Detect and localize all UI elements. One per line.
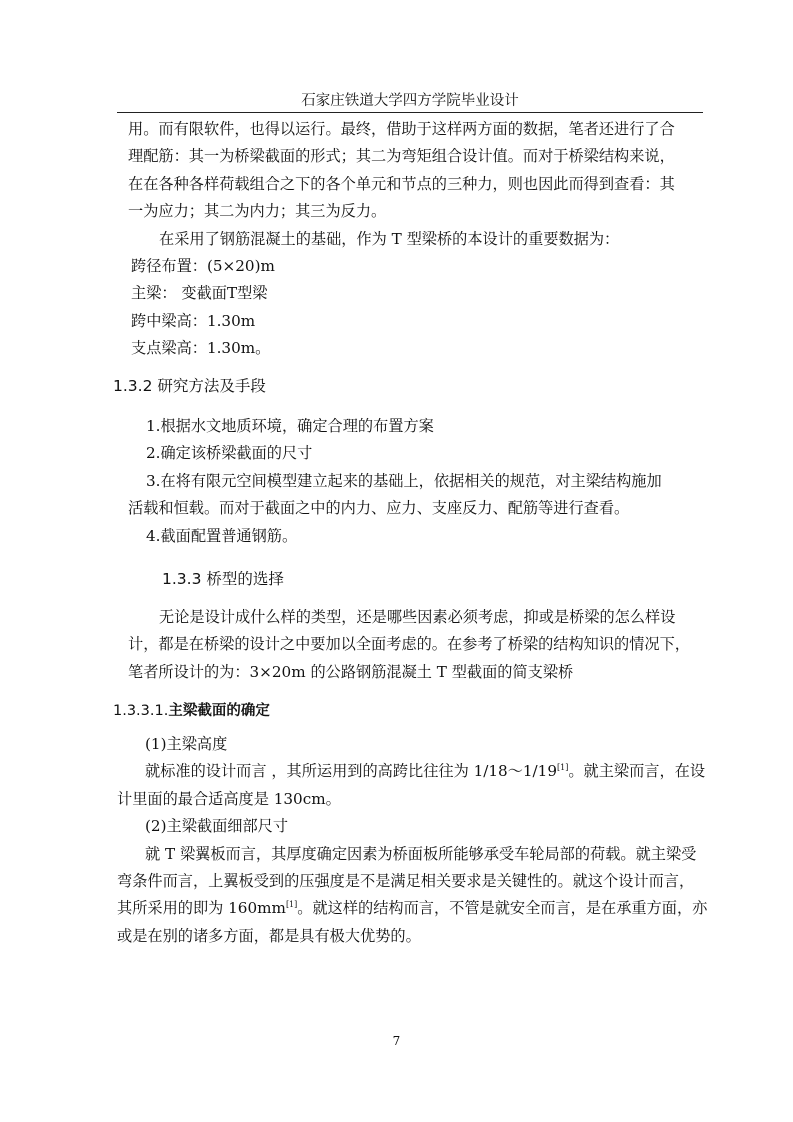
text-line: 弯条件而言，上翼板受到的压强度是不是满足相关要求是关键性的。就这个设计而言， bbox=[117, 872, 695, 891]
citation-ref: [1] bbox=[557, 763, 569, 773]
text-line bbox=[117, 758, 707, 785]
subheading-girder-height: (1)主梁高度 bbox=[145, 735, 228, 753]
text-fragment: 。就这样的结构而言，不管是就安全而言，是在承重方面，亦 bbox=[297, 899, 708, 918]
girder-section-content bbox=[117, 731, 707, 950]
data-item-span: 跨径布置：(5×20)m bbox=[131, 257, 275, 276]
text-line: 就 T 梁翼板而言，其厚度确定因素为桥面板所能够承受车轮局部的荷载。就主梁受 bbox=[145, 844, 697, 863]
section-number: 1.3.3.1. bbox=[113, 703, 169, 719]
subheading-detail-dimensions: (2)主梁截面细部尺寸 bbox=[145, 817, 289, 836]
method-list bbox=[128, 413, 736, 550]
data-item-girder: 主梁： 变截面T型梁 bbox=[131, 284, 268, 303]
text-fragment: 其所采用的即为 160mm bbox=[117, 899, 286, 918]
section-heading-1-3-3: 1.3.3 桥型的选择 bbox=[162, 570, 284, 588]
data-item-support-height: 支点梁高：1.30m。 bbox=[131, 339, 271, 358]
text-line: 笔者所设计的为：3×20m 的公路钢筋混凝土 T 型截面的简支梁桥 bbox=[128, 662, 574, 681]
list-item: 4.截面配置普通钢筋。 bbox=[146, 526, 298, 545]
list-item-continuation: 活载和恒载。而对于截面之中的内力、应力、支座反力、配筋等进行查看。 bbox=[128, 499, 630, 518]
data-item-midspan-height: 跨中梁高：1.30m bbox=[131, 311, 256, 330]
text-line: 用。而有限软件，也得以运行。最终，借助于这样两方面的数据，笔者还进行了合 bbox=[128, 120, 675, 138]
section-title: 主梁截面的确定 bbox=[168, 703, 270, 719]
section-heading-1-3-3-1 bbox=[113, 699, 270, 720]
list-item: 1.根据水文地质环境，确定合理的布置方案 bbox=[146, 417, 434, 435]
text-fragment: 就标准的设计而言 ，其所运用到的高跨比往往为 1/18～1/19 bbox=[145, 762, 557, 781]
section-heading-1-3-2: 1.3.2 研究方法及手段 bbox=[113, 377, 266, 395]
paragraph-analysis bbox=[128, 116, 718, 363]
text-fragment: 。就主梁而言，在设 bbox=[568, 762, 706, 781]
paragraph-bridge-type bbox=[128, 604, 718, 686]
text-line bbox=[117, 895, 707, 922]
text-line: 计里面的最合适高度是 130cm。 bbox=[117, 789, 341, 808]
data-intro: 在采用了钢筋混凝土的基础，作为 T 型梁桥的本设计的重要数据为： bbox=[159, 229, 620, 248]
citation-ref: [1] bbox=[285, 900, 298, 910]
text-line: 无论是设计成什么样的类型，还是哪些因素必须考虑，抑或是桥梁的怎么样设 bbox=[159, 608, 676, 626]
list-item: 2.确定该桥梁截面的尺寸 bbox=[146, 444, 313, 463]
list-item: 3.在将有限元空间模型建立起来的基础上，依据相关的规范，对主梁结构施加 bbox=[146, 471, 662, 490]
text-line: 一为应力；其二为内力；其三为反力。 bbox=[128, 202, 387, 221]
text-line: 理配筋：其一为桥梁截面的形式；其二为弯矩组合设计值。而对于桥梁结构来说， bbox=[128, 147, 675, 166]
text-line: 或是在别的诸多方面，都是具有极大优势的。 bbox=[117, 926, 421, 945]
page-header: 石家庄铁道大学四方学院毕业设计 bbox=[117, 90, 703, 113]
page-number: 7 bbox=[392, 1034, 401, 1048]
text-line: 计，都是在桥梁的设计之中要加以全面考虑的。在参考了桥梁的结构知识的情况下， bbox=[128, 635, 690, 654]
text-line: 在在各种各样荷载组合之下的各个单元和节点的三种力，则也因此而得到查看：其 bbox=[128, 174, 675, 193]
